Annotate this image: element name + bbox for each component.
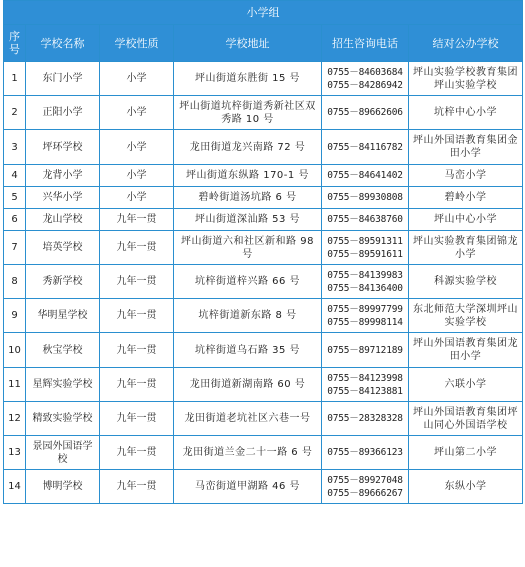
cell-school-type: 九年一贯 — [100, 470, 174, 504]
cell-address: 坑梓街道梓兴路 66 号 — [174, 265, 322, 299]
cell-school-type: 九年一贯 — [100, 333, 174, 368]
cell-no: 1 — [4, 62, 26, 96]
cell-no: 11 — [4, 368, 26, 402]
cell-partner-school: 坪山中心小学 — [409, 209, 523, 231]
cell-address: 坑梓街道乌石路 35 号 — [174, 333, 322, 368]
cell-partner-school: 六联小学 — [409, 368, 523, 402]
phone-number: 0755－89927048 — [327, 474, 403, 486]
cell-school-type: 九年一贯 — [100, 265, 174, 299]
cell-address: 坪山街道东胜街 15 号 — [174, 62, 322, 96]
cell-no: 14 — [4, 470, 26, 504]
cell-address: 龙田街道兰金二十一路 6 号 — [174, 436, 322, 470]
cell-school-type: 九年一贯 — [100, 436, 174, 470]
cell-school-name: 兴华小学 — [26, 187, 100, 209]
cell-phone — [322, 165, 409, 187]
phone-number: 0755－84116782 — [327, 141, 403, 153]
cell-phone — [322, 436, 409, 470]
table-row — [4, 130, 523, 165]
cell-phone — [322, 265, 409, 299]
cell-address: 龙田街道新湖南路 60 号 — [174, 368, 322, 402]
cell-partner-school: 碧岭小学 — [409, 187, 523, 209]
cell-school-type: 九年一贯 — [100, 231, 174, 265]
phone-number: 0755－84123881 — [327, 385, 403, 397]
cell-partner-school: 坑梓中心小学 — [409, 96, 523, 130]
phone-number: 0755－84123998 — [327, 372, 403, 384]
phone-number: 0755－89591611 — [327, 248, 403, 260]
cell-school-type: 小学 — [100, 165, 174, 187]
cell-partner-school: 科源实验学校 — [409, 265, 523, 299]
cell-partner-school: 坪山外国语教育集团金田小学 — [409, 130, 523, 165]
cell-no: 13 — [4, 436, 26, 470]
cell-partner-school: 坪山第二小学 — [409, 436, 523, 470]
cell-phone — [322, 187, 409, 209]
cell-school-name: 博明学校 — [26, 470, 100, 504]
cell-address: 碧岭街道汤坑路 6 号 — [174, 187, 322, 209]
phone-number: 0755－28328328 — [327, 413, 403, 424]
cell-no: 5 — [4, 187, 26, 209]
cell-school-name: 景园外国语学校 — [26, 436, 100, 470]
phone-number: 0755－84139983 — [327, 269, 403, 281]
cell-school-name: 华明星学校 — [26, 299, 100, 333]
cell-partner-school: 东北师范大学深圳坪山实验学校 — [409, 299, 523, 333]
phone-number: 0755－89662606 — [327, 107, 403, 118]
cell-partner-school: 东纵小学 — [409, 470, 523, 504]
phone-number: 0755－84641402 — [327, 170, 403, 181]
phone-number: 0755－84286942 — [327, 79, 403, 91]
phone-number: 0755－89666267 — [327, 487, 403, 499]
table-row — [4, 333, 523, 368]
cell-school-type: 九年一贯 — [100, 299, 174, 333]
table-row — [4, 165, 523, 187]
cell-school-name: 坪环学校 — [26, 130, 100, 165]
cell-school-name: 龙背小学 — [26, 165, 100, 187]
phone-number: 0755－84603684 — [327, 66, 403, 78]
cell-school-type: 九年一贯 — [100, 368, 174, 402]
cell-address: 坪山街道东纵路 170-1 号 — [174, 165, 322, 187]
column-header-name: 学校名称 — [26, 25, 100, 62]
cell-no: 2 — [4, 96, 26, 130]
cell-partner-school: 坪山外国语教育集团龙田小学 — [409, 333, 523, 368]
table-row — [4, 231, 523, 265]
cell-phone — [322, 231, 409, 265]
school-table — [3, 0, 523, 504]
column-header-no: 序号 — [4, 25, 26, 62]
cell-address: 坪山街道深汕路 53 号 — [174, 209, 322, 231]
cell-phone — [322, 209, 409, 231]
cell-school-type: 小学 — [100, 187, 174, 209]
cell-school-type: 九年一贯 — [100, 209, 174, 231]
phone-number: 0755－89712189 — [327, 344, 403, 356]
cell-no: 8 — [4, 265, 26, 299]
cell-phone — [322, 368, 409, 402]
cell-school-name: 秀新学校 — [26, 265, 100, 299]
table-row — [4, 96, 523, 130]
table-row — [4, 368, 523, 402]
phone-number: 0755－89366123 — [327, 447, 403, 458]
cell-no: 12 — [4, 402, 26, 436]
cell-partner-school: 马峦小学 — [409, 165, 523, 187]
cell-school-name: 培英学校 — [26, 231, 100, 265]
table-row — [4, 402, 523, 436]
table-row — [4, 265, 523, 299]
table-row — [4, 470, 523, 504]
cell-phone — [322, 299, 409, 333]
cell-phone — [322, 96, 409, 130]
cell-no: 4 — [4, 165, 26, 187]
cell-phone — [322, 130, 409, 165]
cell-school-name: 精致实验学校 — [26, 402, 100, 436]
column-header-type: 学校性质 — [100, 25, 174, 62]
cell-school-type: 小学 — [100, 62, 174, 96]
cell-no: 7 — [4, 231, 26, 265]
phone-number: 0755－89930808 — [327, 192, 403, 203]
cell-address: 坪山街道坑梓街道秀新社区双秀路 10 号 — [174, 96, 322, 130]
table-title-row — [4, 1, 523, 25]
column-header-partner: 结对公办学校 — [409, 25, 523, 62]
cell-phone — [322, 62, 409, 96]
cell-no: 9 — [4, 299, 26, 333]
cell-school-name: 东门小学 — [26, 62, 100, 96]
cell-school-name: 龙山学校 — [26, 209, 100, 231]
column-header-address: 学校地址 — [174, 25, 322, 62]
cell-partner-school: 坪山实验学校教育集团坪山实验学校 — [409, 62, 523, 96]
phone-number: 0755－84136400 — [327, 282, 403, 294]
table-body — [4, 62, 523, 504]
cell-address: 龙田街道龙兴南路 72 号 — [174, 130, 322, 165]
phone-number: 0755－89997799 — [327, 303, 403, 315]
cell-school-name: 星辉实验学校 — [26, 368, 100, 402]
cell-phone — [322, 333, 409, 368]
column-header-phone: 招生咨询电话 — [322, 25, 409, 62]
school-table-page — [3, 0, 522, 504]
table-title: 小学组 — [4, 1, 523, 25]
phone-number: 0755－84638760 — [327, 214, 403, 225]
cell-school-type: 九年一贯 — [100, 402, 174, 436]
cell-no: 10 — [4, 333, 26, 368]
table-row — [4, 436, 523, 470]
cell-phone — [322, 402, 409, 436]
phone-number: 0755－89998114 — [327, 316, 403, 328]
cell-partner-school: 坪山外国语教育集团坪山同心外国语学校 — [409, 402, 523, 436]
cell-school-name: 秋宝学校 — [26, 333, 100, 368]
cell-no: 6 — [4, 209, 26, 231]
table-row — [4, 187, 523, 209]
cell-address: 马峦街道甲湖路 46 号 — [174, 470, 322, 504]
table-header-row — [4, 25, 523, 62]
table-row — [4, 62, 523, 96]
cell-no: 3 — [4, 130, 26, 165]
cell-school-name: 正阳小学 — [26, 96, 100, 130]
cell-address: 龙田街道老坑社区六巷一号 — [174, 402, 322, 436]
cell-partner-school: 坪山实验教育集团锦龙小学 — [409, 231, 523, 265]
cell-address: 坪山街道六和社区新和路 98 号 — [174, 231, 322, 265]
cell-school-type: 小学 — [100, 130, 174, 165]
table-row — [4, 299, 523, 333]
cell-school-type: 小学 — [100, 96, 174, 130]
cell-phone — [322, 470, 409, 504]
table-row — [4, 209, 523, 231]
phone-number: 0755－89591311 — [327, 235, 403, 247]
cell-address: 坑梓街道新东路 8 号 — [174, 299, 322, 333]
